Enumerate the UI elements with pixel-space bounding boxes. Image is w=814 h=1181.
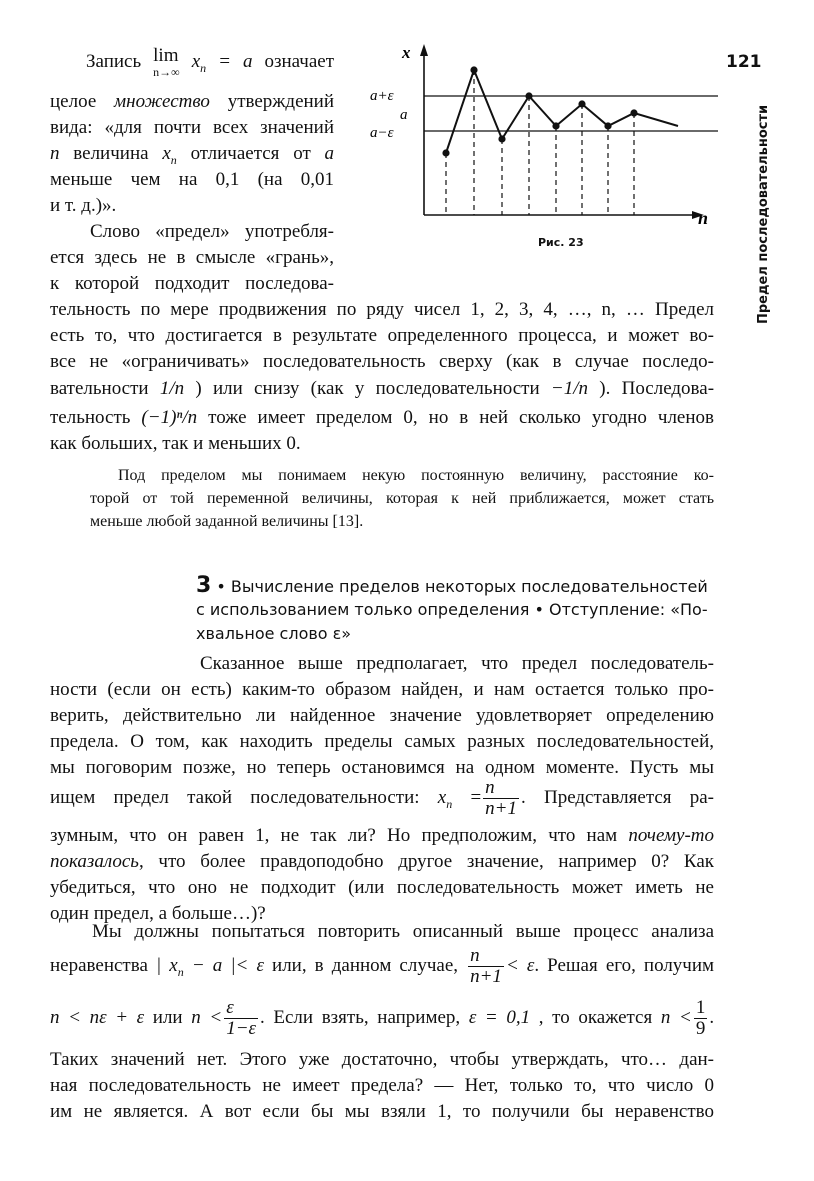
para3-line4: предела. О том, как находить пределы самых разных последовательностей, [50, 731, 714, 752]
figure-caption: Рис. 23 [538, 236, 584, 249]
para4-line4: Таких значений нет. Этого уже достаточно, чтобы утверждать, что… дан- [50, 1049, 714, 1070]
para4-line3: n < nε + ε или n < $\frac{\varepsilon}{1-\varepsilon}$ . Если взять, например, ε = 0,1 , то окажется n < $\frac{1}{9}$ . [50, 997, 715, 1040]
fraction-n-over-n-plus-1: $\frac{n}{n+1}$ [485, 777, 517, 820]
page-number: 121 [726, 52, 762, 72]
fraction-n-over-n-plus-1-b: $\frac{n}{n+1}$ [470, 945, 502, 988]
para2-line5: есть то, что достигается в результате определенного процесса, и может во- [50, 325, 714, 346]
para2-line4: тельность по мере продвижения по ряду чисел 1, 2, 3, 4, …, n, … Предел [50, 299, 714, 320]
para2-line1: Слово «предел» употребля- [90, 221, 334, 242]
label-a-minus-eps: a−ε [370, 125, 394, 141]
quote-line2: торой от той переменной величины, которая к ней приближается, может стать [90, 490, 714, 507]
para2-line7: вательности 1/n ) или снизу (как у последовательности −1/n ). Последова- [50, 378, 715, 399]
y-axis-arrow [420, 44, 428, 56]
label-a-plus-eps: a+ε [370, 88, 394, 104]
sequence-polyline [446, 70, 678, 153]
para3-line1: Сказанное выше предполагает, что предел последователь- [200, 653, 714, 674]
limit-expression: lim n→∞ [153, 45, 180, 79]
fraction-eps-over-1-minus-eps: $\frac{\varepsilon}{1-\varepsilon}$ [226, 997, 257, 1040]
para1-line3: вида: «для почти всех значений [50, 117, 334, 138]
para4-line2: неравенства | $x_n - a$ |< ε или, в данном случае, $\frac{n}{n+1}$ < ε. Решая его, получим [50, 945, 715, 988]
para3-line9: убедиться, что оно не подходит (или последовательность может иметь не [50, 877, 714, 898]
para4-line1: Мы должны попытаться повторить описанный выше процесс анализа [92, 921, 714, 942]
para3-line3: верить, действительно ли найденное значение удовлетворяет определению [50, 705, 714, 726]
figure-23 [360, 40, 720, 240]
dashed-verticals [446, 70, 634, 215]
para4-line6: им не является. А вот если бы мы взяли 1, то получили бы неравенство [50, 1101, 714, 1122]
para3-line2: ности (если он есть) каким-то образом найден, и нам остается только про- [50, 679, 714, 700]
label-a: a [400, 107, 408, 123]
running-head-text: Предел последовательности [756, 104, 771, 324]
x-axis-label: n [698, 208, 709, 228]
section-heading-line2: с использованием только определения • Отступление: «По- [196, 600, 708, 619]
para2-line8: тельность (−1)ⁿ/n тоже имеет пределом 0, но в ней сколько угодно членов [50, 407, 715, 428]
para1-line1: Запись lim n→∞ $x_n = a$ означает [86, 45, 335, 79]
y-axis-label: x [402, 43, 411, 62]
para1-line2: целое множество утверждений [50, 91, 335, 112]
para2-line9: как больших, так и меньших 0. [50, 433, 301, 454]
para3-line6: ищем предел такой последовательности: $x_n$ = $\frac{n}{n+1}$ . Представляется ра- [50, 777, 715, 820]
para3-line7: зумным, что он равен 1, не так ли? Но предположим, что нам почему-то [50, 825, 715, 846]
para1-line6: и т. д.)». [50, 195, 117, 216]
para3-line5: мы поговорим позже, но теперь остановимся на одном моменте. Пусть мы [50, 757, 714, 778]
para1-line4: n величина $x_n$ отличается от a [50, 143, 335, 167]
para2-line6: все не «ограничивать» последовательность сверху (как в случае последо- [50, 351, 714, 372]
quote-line3: меньше любой заданной величины [13]. [90, 513, 364, 530]
section-heading-line1: 3 • Вычисление пределов некоторых последовательностей [196, 573, 708, 598]
para4-line5: ная последовательность не имеет предела? — Нет, только то, что число 0 [50, 1075, 714, 1096]
para1-line5: меньше чем на 0,1 (на 0,01 [50, 169, 334, 190]
fraction-1-over-9: $\frac{1}{9}$ [695, 997, 706, 1040]
para2-line3: к которой подходит последова- [50, 273, 334, 294]
para2-line2: ется здесь не в смысле «грань», [50, 247, 334, 268]
para3-line8: показалось, что более правдоподобно другое значение, например 0? Как [50, 851, 714, 872]
section-number: 3 [196, 573, 212, 598]
quote-line1: Под пределом мы понимаем некую постоянную величину, расстояние ко- [118, 467, 714, 484]
section-heading-line3: хвальное слово ε» [196, 624, 352, 643]
para3-line10: один предел, а больше…)? [50, 903, 266, 924]
running-head [740, 92, 771, 332]
